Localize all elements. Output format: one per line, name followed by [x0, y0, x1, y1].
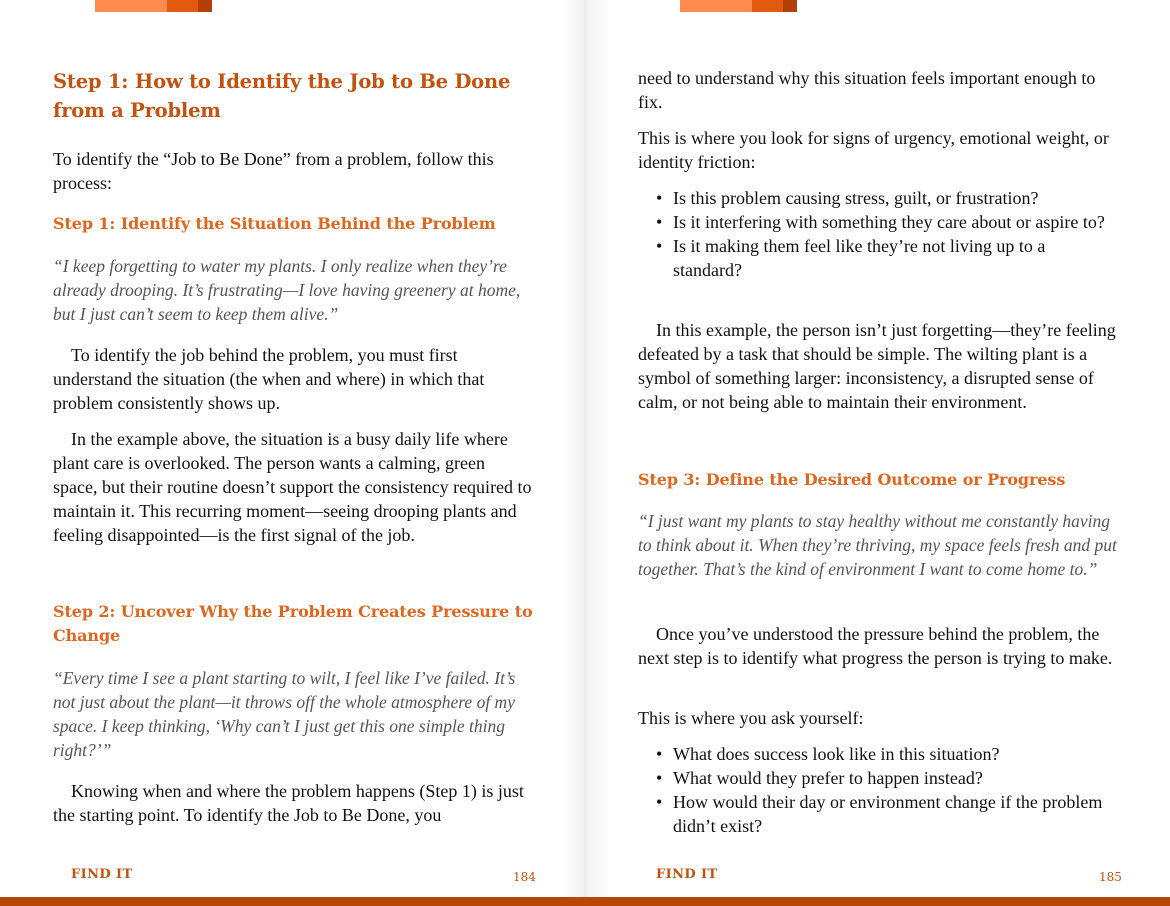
- step2-heading: Step 2: Uncover Why the Problem Creates Pressure to Change: [53, 602, 533, 645]
- step1-paragraph-2: In the example above, the situation is a busy daily life where plant care is overlooked. The person wants a calming, green space, but their routine doesn’t support the consistency required to maintain it. This recurring moment—seeing drooping plants and feeling disappointed—is the first signal of the job.: [53, 429, 532, 545]
- list-item: • How would their day or environment change if the problem didn’t exist?: [656, 792, 1103, 836]
- chapter-tab-marker: [680, 0, 797, 12]
- page-number: 185: [1099, 870, 1122, 884]
- list-item: • Is it interfering with something they care about or aspire to?: [656, 212, 1105, 232]
- list-item: • Is this problem causing stress, guilt, or frustration?: [656, 188, 1039, 208]
- urgency-bullet-list: [638, 186, 1118, 282]
- list-item: • What would they prefer to happen instead?: [656, 768, 983, 788]
- step1-heading: Step 1: Identify the Situation Behind the Problem: [53, 214, 496, 233]
- step1-quote: “I keep forgetting to water my plants. I only realize when they’re already drooping. It’s frustrating—I love having greenery at home, but I just can’t seem to keep them alive.”: [53, 256, 521, 324]
- right-page: [585, 0, 1170, 898]
- outcome-bullet-list: [638, 742, 1118, 838]
- step2-quote: “Every time I see a plant starting to wilt, I feel like I’ve failed. It’s not just about the plant—it throws off the whole atmosphere of my space. I keep thinking, ‘Why can’t I just get this one simple thing right?’”: [53, 668, 516, 760]
- section-heading: Step 1: How to Identify the Job to Be Done from a Problem: [53, 70, 511, 122]
- running-footer-title: FIND IT: [656, 867, 718, 882]
- step3-heading: Step 3: Define the Desired Outcome or Progress: [638, 470, 1066, 489]
- chapter-tab-marker: [95, 0, 212, 12]
- ask-intro: This is where you ask yourself:: [638, 708, 864, 728]
- step3-quote: “I just want my plants to stay healthy without me constantly having to think about it. When they’re thriving, my space feels fresh and put together. That’s the kind of environment I want to come home to.”: [638, 511, 1117, 579]
- step1-paragraph-1: To identify the job behind the problem, you must first understand the situation (the when and where) in which that problem consistently shows up.: [53, 345, 485, 413]
- intro-paragraph: To identify the “Job to Be Done” from a problem, follow this process:: [53, 149, 494, 193]
- example-paragraph: In this example, the person isn’t just forgetting—they’re feeling defeated by a task that should be simple. The wilting plant is a symbol of something larger: inconsistency, a disrupted sense of calm, or not being able to maintain their environment.: [638, 320, 1116, 412]
- step2-paragraph-1: Knowing when and where the problem happens (Step 1) is just the starting point. To identify the Job to Be Done, you: [53, 781, 524, 825]
- page-number: 184: [513, 870, 536, 884]
- list-item: • What does success look like in this situation?: [656, 744, 1000, 764]
- list-item: • Is it making them feel like they’re not living up to a standard?: [656, 236, 1046, 280]
- step3-paragraph-1: Once you’ve understood the pressure behind the problem, the next step is to identify what progress the person is trying to make.: [638, 624, 1113, 668]
- continued-paragraph: need to understand why this situation feels important enough to fix.: [638, 68, 1096, 112]
- urgency-intro: This is where you look for signs of urgency, emotional weight, or identity friction:: [638, 128, 1109, 172]
- running-footer-title: FIND IT: [71, 867, 133, 882]
- bottom-accent-bar: [0, 897, 1170, 906]
- left-page: [0, 0, 585, 898]
